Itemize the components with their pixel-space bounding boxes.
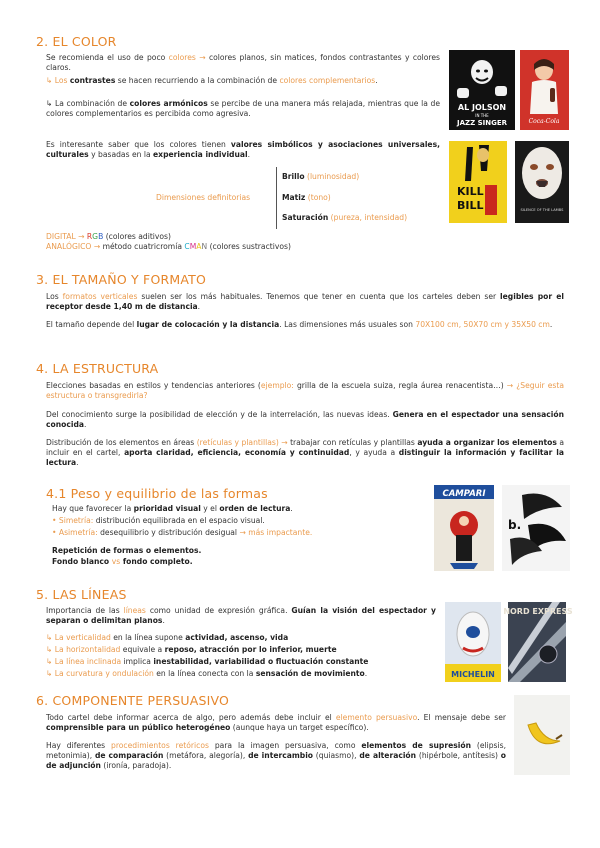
- tamano-paragraph-1: Los formatos verticales suelen ser los más habituales. Tenemos que tener en cuenta que los carteles deben ser legibles por el receptor desde 1,40 m de distancia.: [46, 292, 564, 312]
- poster-jazz-singer-image: [449, 50, 515, 130]
- lineas-curvatura: ↳ La curvatura y ondulación en la línea conecta con la sensación de movimiento.: [46, 669, 368, 678]
- section-title-estructura: 4. LA ESTRUCTURA: [36, 361, 159, 376]
- poster-jazz-line-2: IN THE: [475, 113, 489, 118]
- poster-campari-text: CAMPARI: [442, 489, 486, 499]
- poster-michelin-text: MICHELIN: [451, 670, 495, 679]
- dimensiones-bracket-line: [276, 167, 277, 229]
- color-paragraph-3: ↳ La combinación de colores armónicos se percibe de una manera más relajada, mientras que la de colores complementarios es percibida como agresiva.: [46, 99, 441, 119]
- poster-nord-express-text: NORD EXPRESS: [503, 607, 573, 616]
- poster-coca-cola-text: Coca-Cola: [528, 118, 560, 125]
- section-title-lineas: 5. LAS LÍNEAS: [36, 587, 127, 602]
- lineas-paragraph-1: Importancia de las líneas como unidad de expresión gráfica. Guían la visión del espectador y separan o delimitan planos.: [46, 606, 436, 626]
- poster-jazz-line-1: AL JOLSON: [457, 103, 507, 112]
- poster-michelin-image: [445, 602, 501, 682]
- peso-paragraph-1: Hay que favorecer la prioridad visual y el orden de lectura.: [52, 504, 293, 513]
- estructura-paragraph-2: Del conocimiento surge la posibilidad de elección y de la interrelación, las nuevas ideas. Genera en el espectador una sensación conocida.: [46, 410, 564, 430]
- dimension-saturacion: Saturación (pureza, intensidad): [282, 213, 408, 222]
- poster-kill-bill-line-1: KILL: [457, 185, 484, 198]
- estructura-paragraph-1: Elecciones basadas en estilos y tendencias anteriores (ejemplo: grilla de la escuela suiza, regla áurea renacentista…) → ¿Seguir esta estructura o transgredirla?: [46, 381, 564, 401]
- color-paragraph-2: ↳ Los contrastes se hacen recurriendo a la combinación de colores complementarios.: [46, 76, 378, 85]
- poster-nord-express-image: [503, 602, 573, 682]
- persuasivo-paragraph-1: Todo cartel debe informar acerca de algo, pero además debe incluir el elemento persuasivo. El mensaje debe ser comprensible para un público heterogéneo (aunque haya un target específico).: [46, 713, 506, 733]
- dimensiones-label: Dimensiones definitorias: [156, 193, 251, 202]
- lineas-inclinada: ↳ La línea inclinada implica inestabilidad, variabilidad o fluctuación constante: [46, 657, 369, 666]
- poster-silence-lambs-image: [515, 141, 569, 223]
- lineas-verticalidad: ↳ La verticalidad en la línea supone actividad, ascenso, vida: [46, 633, 289, 642]
- poster-silence-lambs-text: SILENCE OF THE LAMBS: [520, 208, 564, 212]
- peso-list-simetria: • Simetría: distribución equilibrada en el espacio visual.: [52, 516, 265, 525]
- poster-umbrellas-image: [502, 485, 570, 571]
- tamano-paragraph-2: El tamaño depende del lugar de colocación y la distancia. Las dimensiones más usuales son 70X100 cm, 50X70 cm y 35X50 cm.: [46, 320, 553, 329]
- poster-campari-image: [434, 485, 494, 571]
- poster-umbrellas-text: b.: [508, 518, 522, 532]
- dimension-brillo: Brillo (luminosidad): [282, 172, 360, 181]
- section-title-tamano: 3. EL TAMAÑO Y FORMATO: [36, 272, 207, 287]
- poster-kill-bill-line-2: BILL: [457, 199, 484, 212]
- section-title-color: 2. EL COLOR: [36, 34, 117, 49]
- peso-repeticion: Repetición de formas o elementos.: [52, 546, 202, 555]
- color-paragraph-4: Es interesante saber que los colores tienen valores simbólicos y asociaciones universales, culturales y basadas en la experiencia individual.: [46, 140, 440, 160]
- persuasivo-paragraph-2: Hay diferentes procedimientos retóricos para la imagen persuasiva, como elementos de supresión (elipsis, metonimia), de comparación (metáfora, alegoría), de intercambio (quiasmo), de alteración (hipérbole, antítesis) o de adjunción (ironía, paradoja).: [46, 741, 507, 771]
- analogico-cman-line: ANALÓGICO → método cuatricromía CMAN (colores sustractivos): [46, 242, 291, 251]
- estructura-paragraph-3: Distribución de los elementos en áreas (retículas y plantillas) → trabajar con retículas y plantillas ayuda a organizar los elementos a incluir en el cartel, aporta claridad, eficiencia, economía y continuidad, y ayuda a distinguir la información y facilitar la lectura.: [46, 438, 564, 468]
- section-title-persuasivo: 6. COMPONENTE PERSUASIVO: [36, 693, 230, 708]
- peso-fondo: Fondo blanco vs fondo completo.: [52, 557, 193, 566]
- poster-coca-cola-image: [520, 50, 569, 130]
- lineas-horizontalidad: ↳ La horizontalidad equivale a reposo, atracción por lo inferior, muerte: [46, 645, 337, 654]
- color-paragraph-1: Se recomienda el uso de poco colores → colores planos, sin matices, fondos contrastantes y colores claros.: [46, 53, 440, 73]
- digital-rgb-line: DIGITAL → RGB (colores aditivos): [46, 232, 171, 241]
- poster-kill-bill-image: [449, 141, 507, 223]
- dimension-matiz: Matiz (tono): [282, 193, 331, 202]
- banana-poster-image: [514, 695, 570, 775]
- poster-jazz-line-3: JAZZ SINGER: [456, 119, 508, 127]
- section-title-peso: 4.1 Peso y equilibrio de las formas: [46, 486, 268, 501]
- peso-list-asimetria: • Asimetría: desequilibrio y distribución desigual → más impactante.: [52, 528, 313, 537]
